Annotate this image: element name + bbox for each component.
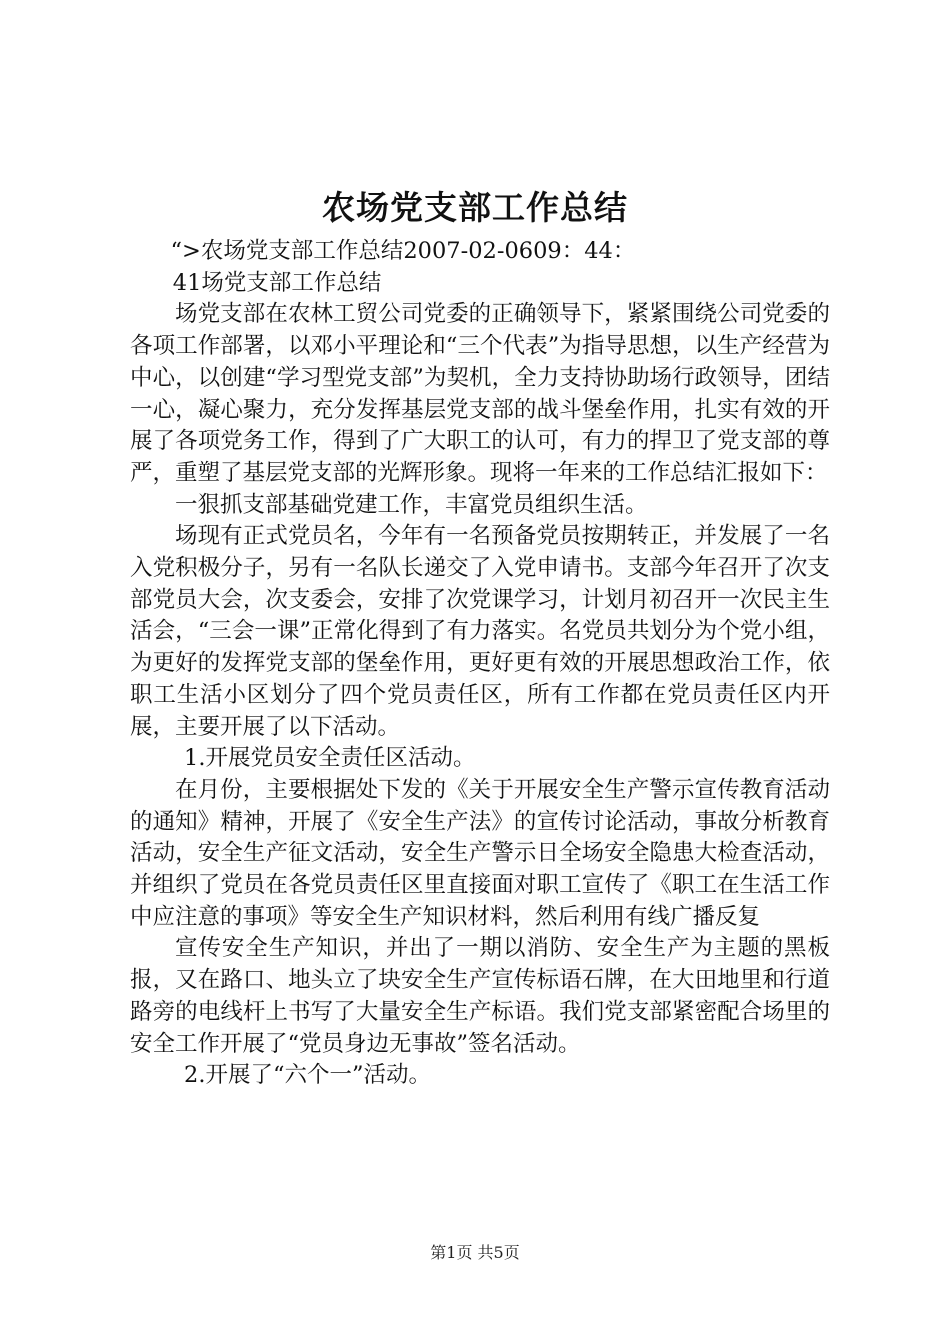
page-number-footer: 第1页 共5页: [430, 1243, 520, 1262]
document-body: [130, 236, 830, 1092]
paragraph-safety-activities: 在月份，主要根据处下发的《关于开展安全生产警示宣传教育活动的通知》精神，开展了《安全生产法》的宣传讨论活动，事故分析教育活动，安全生产征文活动，安全生产警示日全场安全隐患大检查活动，并组织了党员在各党员责任区里直接面对职工宣传了《职工在生活工作中应注意的事项》等安全生产知识材料，然后利用有线广播反复: [130, 776, 830, 930]
paragraph-party-members: 场现有正式党员名，今年有一名预备党员按期转正，并发展了一名入党积极分子，另有一名队长递交了入党申请书。支部今年召开了次支部党员大会，次支委会，安排了次党课学习，计划月初召开一次民主生活会，“三会一课”正常化得到了有力落实。名党员共划分为个党小组，为更好的发挥党支部的堡垒作用，更好更有效的开展思想政治工作，依职工生活小区划分了四个党员责任区，所有工作都在党员责任区内开展，主要开展了以下活动。: [130, 523, 830, 740]
document-title: 农场党支部工作总结: [322, 188, 628, 227]
paragraph-safety-publicity: 宣传安全生产知识，并出了一期以消防、安全生产为主题的黑板报，又在路口、地头立了块安全生产宣传标语石牌，在大田地里和行道路旁的电线杆上书写了大量安全生产标语。我们党支部紧密配合场里的安全工作开展了“党员身边无事故”签名活动。: [130, 935, 830, 1057]
paragraph-subtitle: 41场党支部工作总结: [172, 269, 382, 296]
subsection-heading-2: 2.开展了“六个一”活动。: [184, 1062, 431, 1089]
paragraph-intro: 场党支部在农林工贸公司党委的正确领导下，紧紧围绕公司党委的各项工作部署，以邓小平理论和“三个代表”为指导思想，以生产经营为中心，以创建“学习型党支部”为契机，全力支持协助场行政领导，团结一心，凝心聚力，充分发挥基层党支部的战斗堡垒作用，扎实有效的开展了各项党务工作，得到了广大职工的认可，有力的捍卫了党支部的尊严，重塑了基层党支部的光辉形象。现将一年来的工作总结汇报如下：: [130, 301, 830, 486]
section-heading-1: 一狠抓支部基础党建工作，丰富党员组织生活。: [175, 491, 648, 518]
paragraph-header-meta: “>农场党支部工作总结2007-02-0609：44：: [170, 238, 636, 264]
subsection-heading-1: 1.开展党员安全责任区活动。: [184, 745, 476, 772]
